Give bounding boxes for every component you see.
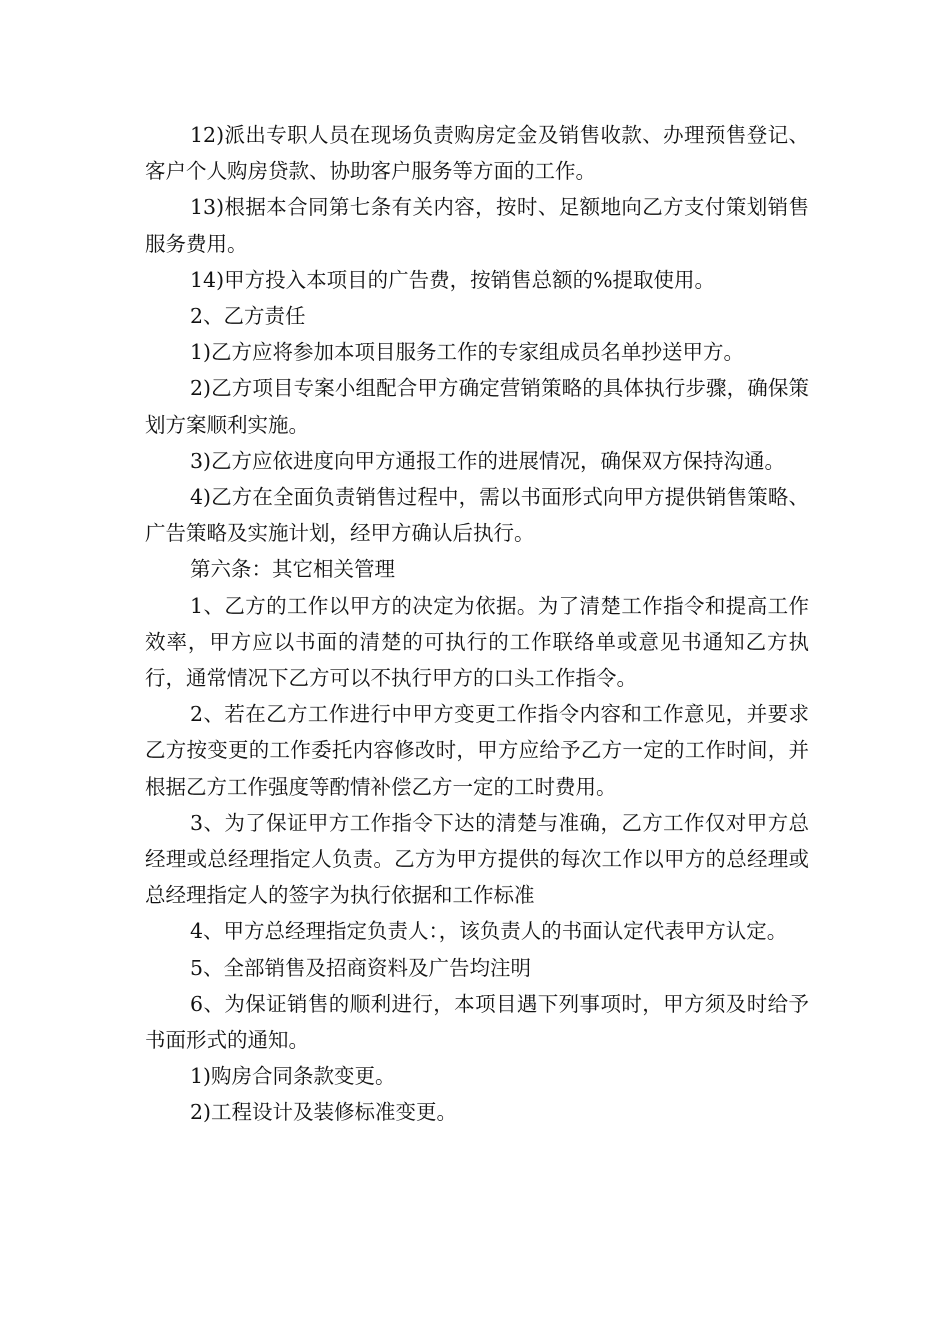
article-6-clause-6: 6、为保证销售的顺利进行，本项目遇下列事项时，甲方须及时给予书面形式的通知。 [145,991,809,1053]
paragraph-b-item-3: 3)乙方应依进度向甲方通报工作的进展情况，确保双方保持沟通。 [190,448,786,473]
clause-6-item-1: 1)购房合同条款变更。 [190,1064,396,1089]
clause-6-item-2: 2)工程设计及装修标准变更。 [190,1100,458,1125]
article-6-heading: 第六条：其它相关管理 [190,557,395,582]
paragraph-item-12: 12)派出专职人员在现场负责购房定金及销售收款、办理预售登记、客户个人购房贷款、协助客户服务等方面的工作。 [145,123,809,184]
article-6-clause-2: 2、若在乙方工作进行中甲方变更工作指令内容和工作意见，并要求乙方按变更的工作委托内容修改时，甲方应给予乙方一定的工作时间，并根据乙方工作强度等酌情补偿乙方一定的工时费用。 [145,702,809,799]
paragraph-item-13: 13)根据本合同第七条有关内容，按时、足额地向乙方支付策划销售服务费用。 [145,195,809,256]
article-6-clause-4: 4、甲方总经理指定负责人：，该负责人的书面认定代表甲方认定。 [190,919,788,944]
article-6-clause-1: 1、乙方的工作以甲方的决定为依据。为了清楚工作指令和提高工作效率，甲方应以书面的清楚的可执行的工作联络单或意见书通知乙方执行，通常情况下乙方可以不执行甲方的口头工作指令。 [145,593,809,691]
paragraph-b-item-4: 4)乙方在全面负责销售过程中，需以书面形式向甲方提供销售策略、广告策略及实施计划，经甲方确认后执行。 [145,485,809,546]
article-6-clause-3: 3、为了保证甲方工作指令下达的清楚与准确，乙方工作仅对甲方总经理或总经理指定人负责。乙方为甲方提供的每次工作以甲方的总经理或总经理指定人的签字为执行依据和工作标准 [145,810,809,908]
article-6-clause-5: 5、全部销售及招商资料及广告均注明 [190,955,532,980]
paragraph-b-item-2: 2)乙方项目专案小组配合甲方确定营销策略的具体执行步骤，确保策划方案顺利实施。 [145,376,809,437]
section-heading-party-b-duties: 2、乙方责任 [190,304,306,329]
document-body [145,117,809,1131]
paragraph-b-item-1: 1)乙方应将参加本项目服务工作的专家组成员名单抄送甲方。 [190,340,745,365]
paragraph-item-14: 14)甲方投入本项目的广告费，按销售总额的%提取使用。 [190,267,716,292]
